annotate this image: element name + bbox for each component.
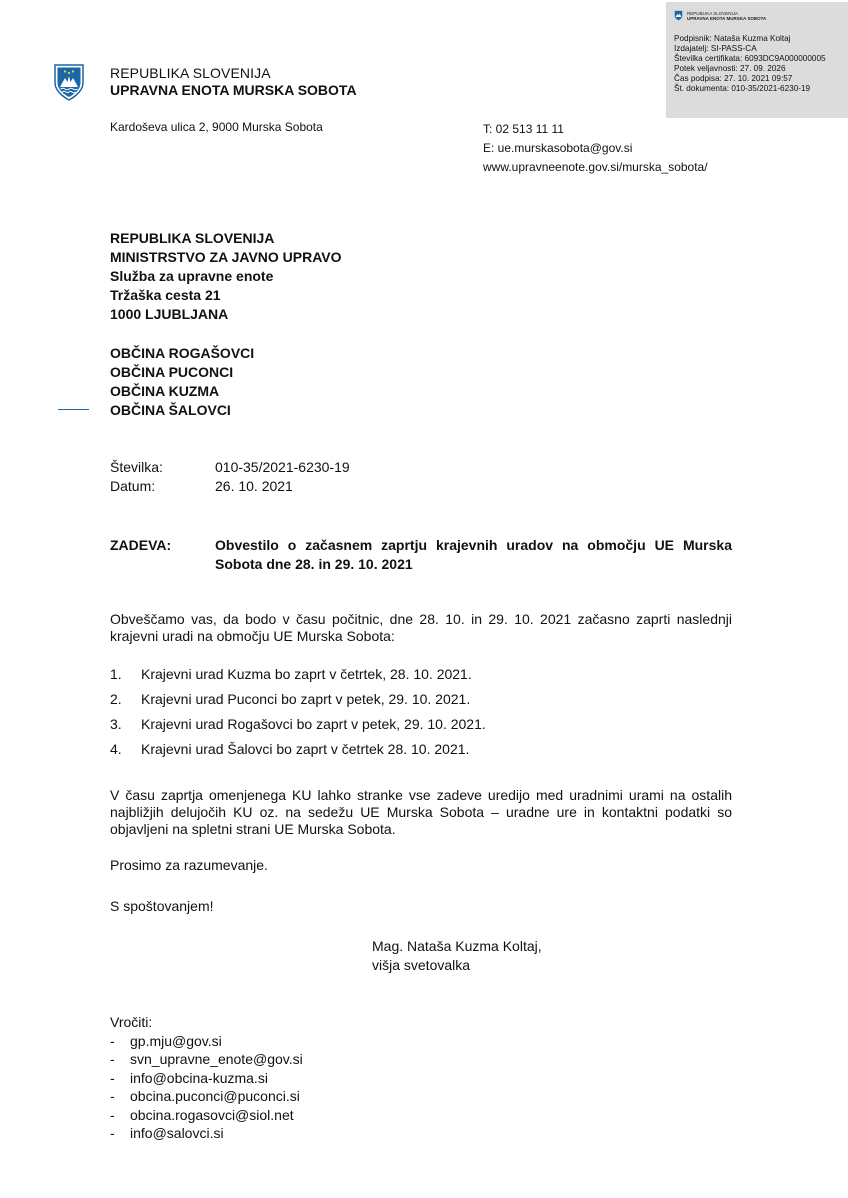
list-item-number: 4. <box>110 741 122 757</box>
request-paragraph: Prosimo za razumevanje. <box>110 857 268 873</box>
municipality-line: OBČINA ROGAŠOVCI <box>110 345 255 361</box>
number-value: 010-35/2021-6230-19 <box>215 459 350 475</box>
stamp-lines <box>674 34 826 94</box>
list-item-text: Krajevni urad Rogašovci bo zaprt v petek, 29. 10. 2021. <box>141 716 486 732</box>
subject-text: Obvestilo o začasnem zaprtju krajevnih uradov na območju UE Murska Sobota dne 28. in 29. 10. 2021 <box>215 537 732 572</box>
stamp-header-office: UPRAVNA ENOTA MURSKA SOBOTA <box>687 16 767 21</box>
header-office: UPRAVNA ENOTA MURSKA SOBOTA <box>110 82 357 98</box>
date-value: 26. 10. 2021 <box>215 478 293 494</box>
subject-label: ZADEVA: <box>110 537 172 553</box>
signatory-title: višja svetovalka <box>372 957 471 973</box>
closing: S spoštovanjem! <box>110 898 214 914</box>
stamp-line: Št. dokumenta: 010-35/2021-6230-19 <box>674 84 811 93</box>
municipality-line: OBČINA KUZMA <box>110 383 220 399</box>
stamp-line: Podpisnik: Nataša Kuzma Koltaj <box>674 34 791 43</box>
signature-stamp <box>666 2 848 118</box>
distribution-item: - obcina.puconci@puconci.si <box>110 1088 300 1104</box>
distribution-item: - info@obcina-kuzma.si <box>110 1069 268 1086</box>
distribution-label: Vročiti: <box>110 1014 153 1030</box>
header-website[interactable]: www.upravneenote.gov.si/murska_sobota/ <box>483 160 708 174</box>
number-label: Številka: <box>110 459 163 475</box>
recipient-line: Služba za upravne enote <box>110 268 274 284</box>
distribution-email[interactable]: svn_upravne_enote@gov.si <box>130 1051 303 1067</box>
recipient-line: Tržaška cesta 21 <box>110 287 221 303</box>
municipality-line: OBČINA ŠALOVCI <box>110 402 231 418</box>
intro-paragraph: Obveščamo vas, da bodo v času počitnic, dne 28. 10. in 29. 10. 2021 začasno zaprti naslednji krajevni uradi na območju UE Murska Sobota: <box>110 611 732 644</box>
distribution-email[interactable]: info@salovci.si <box>130 1125 224 1141</box>
distribution-item: - gp.mju@gov.si <box>110 1032 222 1049</box>
list-item-number: 3. <box>110 716 122 732</box>
signatory-name: Mag. Nataša Kuzma Koltaj, <box>372 938 542 954</box>
header-phone: T: 02 513 11 11 <box>483 122 564 136</box>
list-item-number: 2. <box>110 691 122 707</box>
recipient-line: REPUBLIKA SLOVENIJA <box>110 230 275 246</box>
document-meta <box>110 458 350 496</box>
info-paragraph: V času zaprtja omenjenega KU lahko stranke vse zadeve uredijo med uradnimi urami na ostalih najbližjih delujočih KU oz. na sedežu UE Murska Sobota – uradne ure in kontaktni podatki so objavljeni na spletni strani UE Murska Sobota. <box>110 787 732 837</box>
recipient-line: MINISTRSTVO ZA JAVNO UPRAVO <box>110 249 342 265</box>
stamp-line: Številka certifikata: 6093DC9A000000005 <box>674 54 826 63</box>
distribution-email[interactable]: gp.mju@gov.si <box>130 1032 222 1049</box>
stamp-line: Izdajatelj: SI-PASS-CA <box>674 44 757 53</box>
municipality-line: OBČINA PUCONCI <box>110 364 234 380</box>
stamp-header-country: REPUBLIKA SLOVENIJA <box>687 11 739 16</box>
fold-mark <box>58 409 89 410</box>
list-item-text: Krajevni urad Kuzma bo zaprt v četrtek, 28. 10. 2021. <box>141 666 472 682</box>
distribution-item: - info@salovci.si <box>110 1125 224 1141</box>
list-item-text: Krajevni urad Puconci bo zaprt v petek, 29. 10. 2021. <box>141 691 471 707</box>
stamp-line: Čas podpisa: 27. 10. 2021 09:57 <box>674 74 793 83</box>
distribution-list <box>110 1013 303 1143</box>
list-item-number: 1. <box>110 666 122 682</box>
stamp-line: Potek veljavnosti: 27. 09. 2026 <box>674 64 786 73</box>
coat-of-arms-icon <box>674 10 683 21</box>
header-email[interactable]: E: ue.murskasobota@gov.si <box>483 141 633 155</box>
distribution-email[interactable]: obcina.puconci@puconci.si <box>130 1088 300 1104</box>
date-label: Datum: <box>110 478 156 494</box>
header-country: REPUBLIKA SLOVENIJA <box>110 65 271 81</box>
distribution-item: - obcina.rogasovci@siol.net <box>110 1106 294 1123</box>
recipient-municipalities <box>110 344 254 420</box>
header-contact <box>483 120 708 177</box>
recipient-line: 1000 LJUBLJANA <box>110 306 229 322</box>
recipient-main <box>110 229 342 324</box>
list-item-text: Krajevni urad Šalovci bo zaprt v četrtek 28. 10. 2021. <box>141 741 470 757</box>
signature-block <box>372 937 542 975</box>
distribution-email[interactable]: obcina.rogasovci@siol.net <box>130 1106 294 1123</box>
distribution-item: - svn_upravne_enote@gov.si <box>110 1051 303 1067</box>
distribution-email[interactable]: info@obcina-kuzma.si <box>130 1069 268 1086</box>
coat-of-arms-icon <box>54 63 84 101</box>
header-address: Kardoševa ulica 2, 9000 Murska Sobota <box>110 120 323 134</box>
stamp-header <box>687 11 766 21</box>
